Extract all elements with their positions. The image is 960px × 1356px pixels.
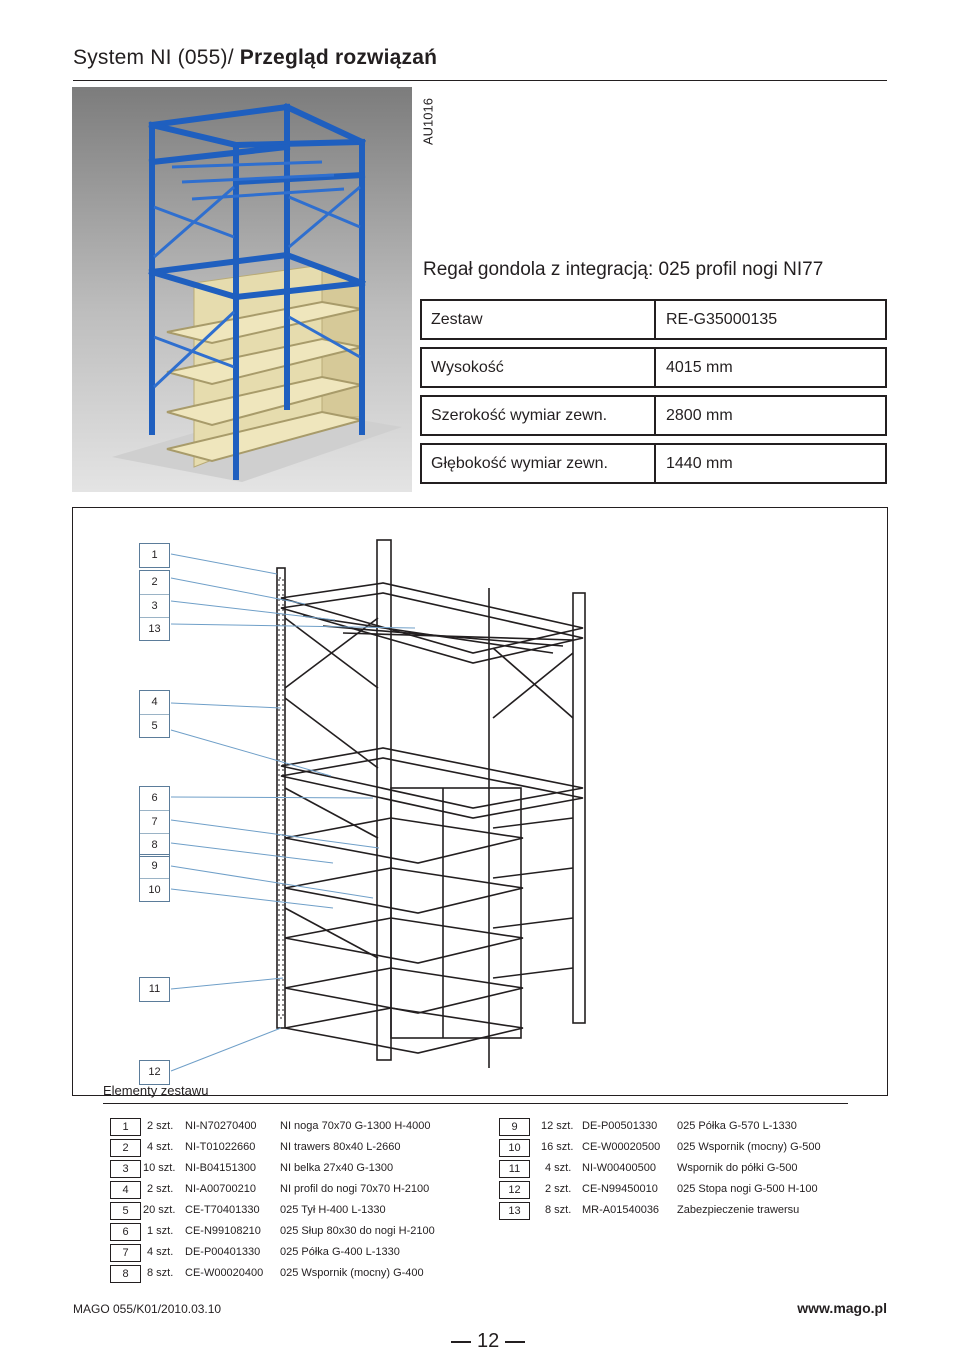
part-desc: 025 Półka G-570 L-1330: [677, 1120, 797, 1132]
part-number: 4: [110, 1181, 141, 1199]
title-bold: Przegląd rozwiązań: [239, 46, 438, 69]
callout-label: 11: [148, 983, 161, 995]
part-qty: 8 szt.: [545, 1204, 572, 1216]
part-row: [110, 1138, 401, 1158]
callout-group-4: [139, 786, 170, 857]
part-code: CE-W00020400: [185, 1267, 264, 1279]
callout-label: 5: [140, 714, 169, 737]
part-desc: 025 Wspornik (mocny) G-500: [677, 1141, 821, 1153]
part-number: 13: [499, 1202, 530, 1220]
part-code: MR-A01540036: [582, 1204, 660, 1216]
elements-caption: Elementy zestawu: [103, 1083, 209, 1098]
part-qty: 4 szt.: [147, 1246, 174, 1258]
rack-title: Regał gondola z integracją: 025 profil nogi NI77: [423, 259, 824, 280]
page-number-text: 12: [477, 1330, 500, 1352]
part-row: [499, 1180, 818, 1200]
spec-value: 4015 mm: [654, 349, 885, 386]
part-desc: NI trawers 80x40 L-2660: [280, 1141, 401, 1153]
part-number: 2: [110, 1139, 141, 1157]
callout-label: 3: [140, 594, 169, 617]
part-desc: 025 Tył H-400 L-1330: [280, 1204, 386, 1216]
part-number: 6: [110, 1223, 141, 1241]
part-qty: 12 szt.: [541, 1120, 574, 1132]
part-code: NI-B04151300: [185, 1162, 256, 1174]
part-number: 10: [499, 1139, 530, 1157]
part-number: 8: [110, 1265, 141, 1283]
part-desc: NI noga 70x70 G-1300 H-4000: [280, 1120, 431, 1132]
page-number: [445, 1330, 531, 1353]
callout-group-3: [139, 690, 170, 738]
part-row: [110, 1222, 435, 1242]
callout-group-2: [139, 570, 170, 641]
part-number: 9: [499, 1118, 530, 1136]
spec-row-set: [420, 299, 887, 340]
callout-label: 4: [151, 696, 158, 708]
part-row: [110, 1243, 400, 1263]
spec-row-height: [420, 347, 887, 388]
part-number: 5: [110, 1202, 141, 1220]
part-qty: 20 szt.: [143, 1204, 176, 1216]
spec-key: Zestaw: [431, 311, 483, 328]
part-number: 12: [499, 1181, 530, 1199]
part-qty: 10 szt.: [143, 1162, 176, 1174]
callout-label: 9: [151, 860, 158, 872]
callout-label: 7: [140, 810, 169, 833]
page-title: [73, 46, 437, 70]
callout-label: 1: [151, 549, 158, 561]
callout-label: 2: [151, 576, 158, 588]
part-qty: 4 szt.: [147, 1141, 174, 1153]
part-code: CE-N99108210: [185, 1225, 261, 1237]
part-row: [499, 1201, 800, 1221]
callout-label: 13: [140, 617, 169, 640]
part-row: [110, 1117, 431, 1137]
callout-label: 8: [140, 833, 169, 856]
part-desc: Zabezpieczenie trawersu: [677, 1204, 800, 1216]
part-desc: 025 Stopa nogi G-500 H-100: [677, 1183, 818, 1195]
part-number: 11: [499, 1160, 530, 1178]
callout-group-6: [139, 977, 170, 1002]
side-code: [418, 92, 438, 152]
callout-label: 10: [140, 878, 169, 901]
part-qty: 16 szt.: [541, 1141, 574, 1153]
part-row: [110, 1201, 386, 1221]
part-code: NI-W00400500: [582, 1162, 656, 1174]
part-code: CE-T70401330: [185, 1204, 260, 1216]
part-number: 1: [110, 1118, 141, 1136]
part-row: [499, 1117, 797, 1137]
spec-key: Głębokość wymiar zewn.: [431, 455, 608, 472]
part-code: NI-N70270400: [185, 1120, 257, 1132]
footer-website: www.mago.pl: [797, 1300, 887, 1316]
part-row: [110, 1264, 424, 1284]
spec-key: Wysokość: [431, 359, 504, 376]
footer-doc-code: MAGO 055/K01/2010.03.10: [73, 1302, 222, 1316]
part-desc: Wspornik do półki G-500: [677, 1162, 798, 1174]
spec-value: 2800 mm: [654, 397, 885, 434]
part-desc: NI profil do nogi 70x70 H-2100: [280, 1183, 430, 1195]
part-desc: NI belka 27x40 G-1300: [280, 1162, 394, 1174]
part-row: [110, 1159, 394, 1179]
part-code: NI-A00700210: [185, 1183, 256, 1195]
spec-key: Szerokość wymiar zewn.: [431, 407, 608, 424]
part-qty: 2 szt.: [545, 1183, 572, 1195]
part-qty: 4 szt.: [545, 1162, 572, 1174]
product-render: [72, 87, 412, 492]
elements-divider: [103, 1103, 848, 1104]
callout-label: 6: [151, 792, 158, 804]
part-qty: 1 szt.: [147, 1225, 174, 1237]
part-qty: 2 szt.: [147, 1183, 174, 1195]
spec-row-width: [420, 395, 887, 436]
part-number: 7: [110, 1244, 141, 1262]
dash-icon: [505, 1341, 525, 1343]
part-qty: 2 szt.: [147, 1120, 174, 1132]
spec-value: RE-G35000135: [654, 301, 885, 338]
part-row: [499, 1138, 821, 1158]
part-desc: 025 Słup 80x30 do nogi H-2100: [280, 1225, 435, 1237]
part-desc: 025 Wspornik (mocny) G-400: [280, 1267, 424, 1279]
part-code: DE-P00501330: [582, 1120, 658, 1132]
technical-drawing: [72, 507, 888, 1096]
callout-group-1: [139, 543, 170, 568]
spec-row-depth: [420, 443, 887, 484]
callout-group-5: [139, 854, 170, 902]
part-number: 3: [110, 1160, 141, 1178]
title-divider: [73, 80, 887, 81]
spec-value: 1440 mm: [654, 445, 885, 482]
callout-group-7: [139, 1060, 170, 1085]
callout-label: 12: [148, 1066, 161, 1078]
part-code: DE-P00401330: [185, 1246, 261, 1258]
side-code-text: AU1016: [420, 98, 436, 145]
part-desc: 025 Półka G-400 L-1330: [280, 1246, 400, 1258]
part-code: CE-W00020500: [582, 1141, 661, 1153]
part-row: [110, 1180, 430, 1200]
part-code: CE-N99450010: [582, 1183, 658, 1195]
part-code: NI-T01022660: [185, 1141, 256, 1153]
part-qty: 8 szt.: [147, 1267, 174, 1279]
part-row: [499, 1159, 798, 1179]
dash-icon: [451, 1341, 471, 1343]
title-prefix: System NI (055)/: [73, 46, 240, 69]
